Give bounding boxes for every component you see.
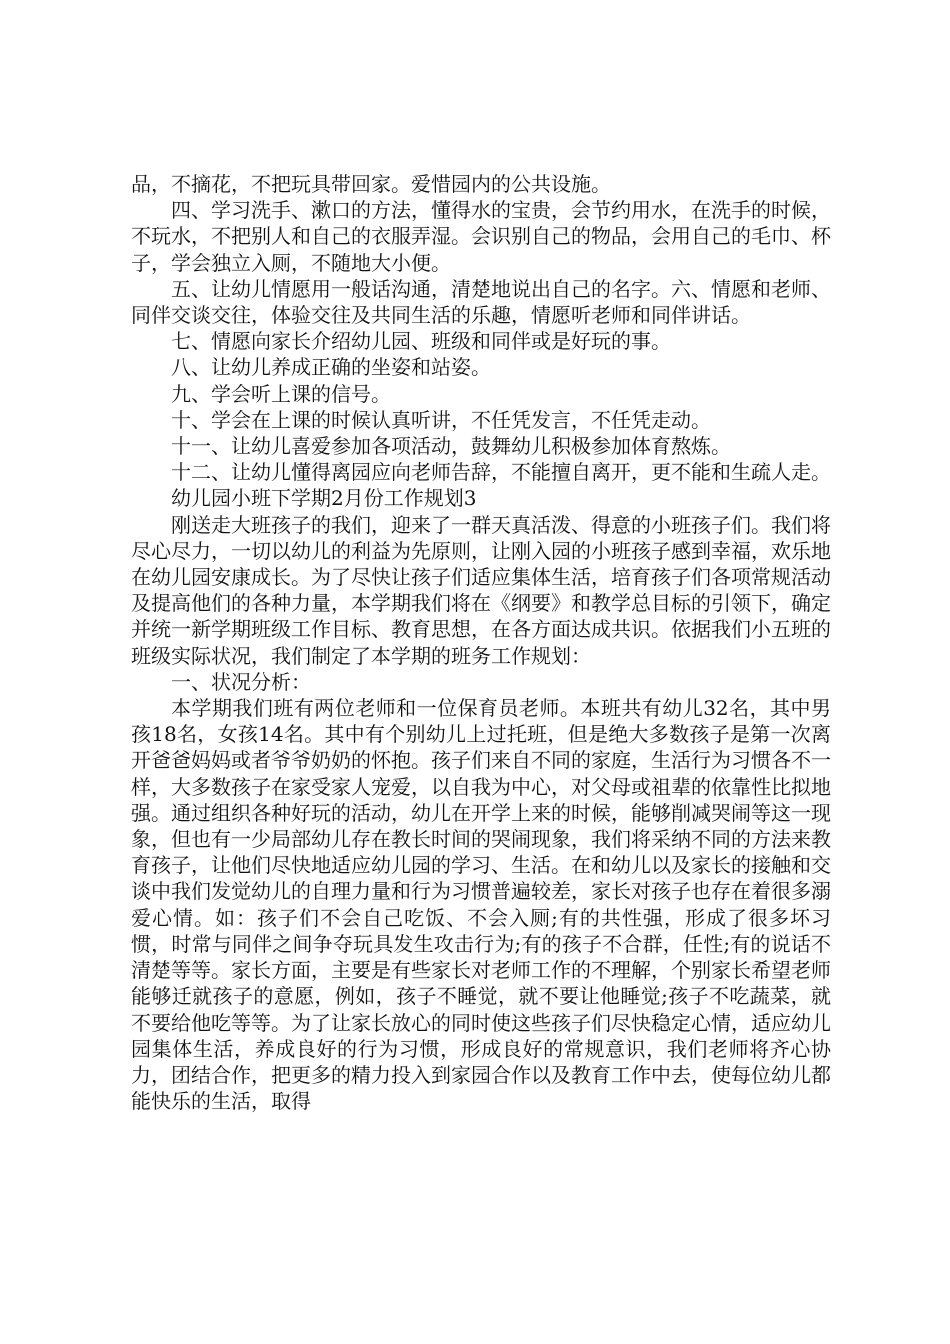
- section-title: 幼儿园小班下学期2月份工作规划3: [171, 486, 477, 511]
- paragraph-situation: 本学期我们班有两位老师和一位保育员老师。本班共有幼儿32名，其中男孩18名，女孩14名。其中有个别幼儿上过托班，但是绝大多数孩子是第一次离开爸爸妈妈或者爷爷奶奶的怀抱。孩子们来自不同的家庭，生活行为习惯各不一样，大多数孩子在家受家人宠爱，以自我为中心，对父母或祖辈的依靠性比拟地强。通过组织各种好玩的活动，幼儿在开学上来的时候，能够削减哭闹等这一现象，但也有一少局部幼儿存在教长时间的哭闹现象，我们将采纳不同的方法来教育孩子，让他们尽快地适应幼儿园的学习、生活。在和幼儿以及家长的接触和交谈中我们发觉幼儿的自理力量和行为习惯普遍较差，家长对孩子也存在着很多溺爱心情。如：孩子们不会自己吃饭、不会入厕;有的共性强，形成了很多坏习惯，时常与同伴之间争夺玩具发生攻击行为;有的孩子不合群，任性;有的说话不清楚等等。家长方面，主要是有些家长对老师工作的不理解，个别家长希望老师能够迁就孩子的意愿，例如，孩子不睡觉，就不要让他睡觉;孩子不吃蔬菜，就不要给他吃等等。为了让家长放心的同时使这些孩子们尽快稳定心情，适应幼儿园集体生活，养成良好的行为习惯，形成良好的常规意识，我们老师将齐心协力，团结合作，把更多的精力投入到家园合作以及教育工作中去，使每位幼儿都能快乐的生活，取得: [131, 696, 831, 1114]
- paragraph-item-5-6: 五、让幼儿情愿用一般话沟通，清楚地说出自己的名字。六、情愿和老师、同伴交谈交往，体验交往及共同生活的乐趣，情愿听老师和同伴讲话。: [131, 276, 831, 328]
- paragraph-item-7: 七、情愿向家长介绍幼儿园、班级和同伴或是好玩的事。: [171, 329, 671, 354]
- paragraph-item-10: 十、学会在上课的时候认真听讲，不任凭发言，不任凭走动。: [171, 407, 711, 432]
- paragraph-item-8: 八、让幼儿养成正确的坐姿和站姿。: [171, 355, 491, 380]
- section-heading-situation-analysis: 一、状况分析：: [171, 669, 311, 694]
- document-body: [131, 171, 831, 1114]
- paragraph-intro: 刚送走大班孩子的我们，迎来了一群天真活泼、得意的小班孩子们。我们将尽心尽力，一切以幼儿的利益为先原则，让刚入园的小班孩子感到幸福，欢乐地在幼儿园安康成长。为了尽快让孩子们适应集体生活，培育孩子们各项常规活动及提高他们的各种力量，本学期我们将在《纲要》和教学总目标的引领下，确定并统一新学期班级工作目标、教育思想，在各方面达成共识。依据我们小五班的班级实际状况，我们制定了本学期的班务工作规划：: [131, 512, 831, 668]
- paragraph-item-4: 四、学习洗手、漱口的方法，懂得水的宝贵，会节约用水，在洗手的时候，不玩水，不把别人和自己的衣服弄湿。会识别自己的物品，会用自己的毛巾、杯子，学会独立入厕，不随地大小便。: [131, 198, 831, 275]
- paragraph-item-11: 十一、让幼儿喜爱参加各项活动，鼓舞幼儿积极参加体育熬炼。: [171, 434, 731, 459]
- paragraph-item-9: 九、学会听上课的信号。: [171, 381, 391, 406]
- paragraph-item-12: 十二、让幼儿懂得离园应向老师告辞，不能擅自离开，更不能和生疏人走。: [171, 460, 831, 485]
- paragraph-continuation: 品，不摘花，不把玩具带回家。爱惜园内的公共设施。: [131, 172, 611, 196]
